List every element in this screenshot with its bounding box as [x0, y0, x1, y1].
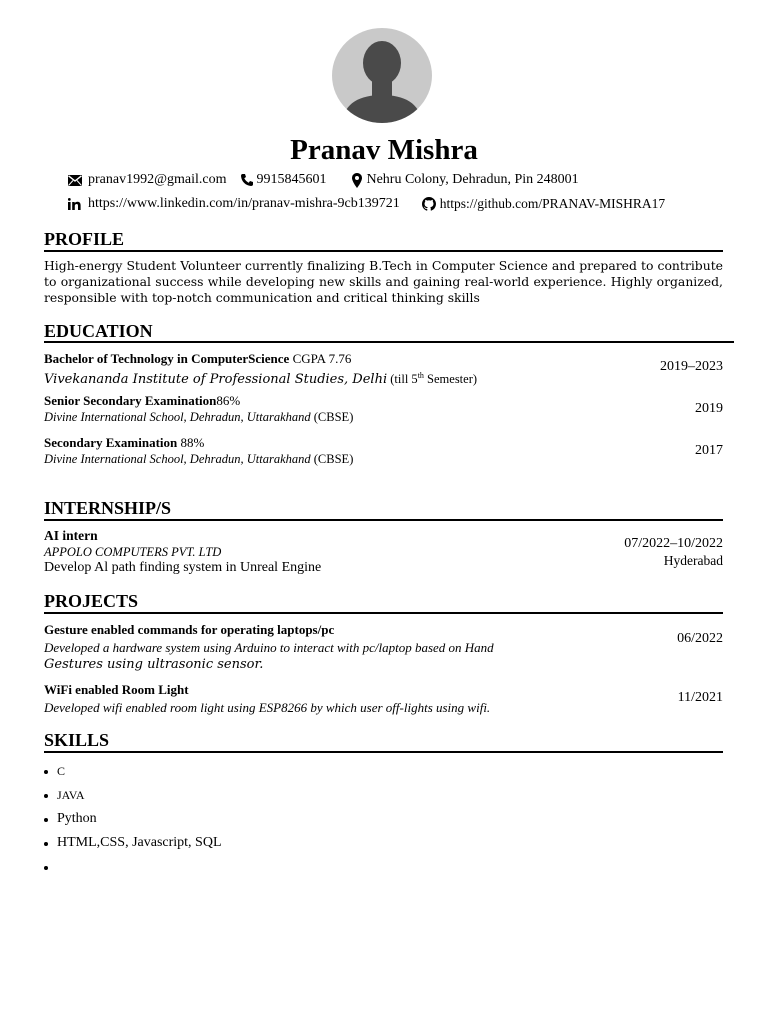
degree-score: 88% [177, 435, 205, 450]
profile-divider [44, 250, 723, 252]
phone-number[interactable]: 9915845601 [256, 172, 327, 187]
bullet-icon [44, 818, 48, 822]
bullet-icon [44, 866, 48, 870]
degree-score: 86% [216, 393, 241, 408]
internships-heading: INTERNSHIP/S [44, 498, 172, 518]
skills-divider [44, 751, 723, 753]
institution-name: Divine International School, Dehradun, Uttarakhand [44, 410, 311, 424]
candidate-name: Pranav Mishra [290, 134, 478, 166]
internship-company: APPOLO COMPUTERS PVT. LTD [44, 545, 222, 559]
education-entry-institution: Divine International School, Dehradun, Uttarakhand (CBSE) [44, 410, 354, 424]
person-icon [332, 28, 432, 123]
project-date: 11/2021 [677, 690, 723, 705]
projects-divider [44, 612, 723, 614]
internship-description: Develop Al path finding system in Unreal Engine [44, 560, 322, 575]
contact-line-2 [68, 195, 665, 213]
institution-name: Divine International School, Dehradun, Uttarakhand [44, 452, 311, 466]
bullet-icon [44, 794, 48, 798]
institution-name: Vivekananda Institute of Professional Studies, Delhi [44, 372, 388, 388]
github-link[interactable]: https://github.com/PRANAV-MISHRA17 [439, 196, 666, 211]
profile-heading: PROFILE [44, 229, 125, 249]
education-entry-title [44, 393, 240, 409]
profile-avatar [332, 28, 432, 123]
degree-score: CGPA 7.76 [289, 351, 352, 366]
education-divider [44, 341, 734, 343]
education-entry-institution: Vivekananda Institute of Professional Studies, Delhi (till 5th Semester) [44, 371, 478, 388]
linkedin-link[interactable]: https://www.linkedin.com/in/pranav-mishra-9cb139721 [88, 196, 400, 211]
project-name: Gesture enabled commands for operating laptops/pc [44, 622, 335, 637]
education-entry-title [44, 351, 351, 367]
address-text: Nehru Colony, Dehradun, Pin 248001 [366, 172, 579, 187]
education-heading: EDUCATION [44, 321, 153, 341]
skill-item: JAVA [44, 783, 222, 807]
internship-location: Hyderabad [663, 553, 723, 568]
skills-list [44, 759, 222, 879]
contact-line-1 [68, 171, 579, 189]
education-dates: 2019 [695, 401, 723, 416]
project-description: Developed a hardware system using Arduino to interact with pc/laptop based on Hand Gestures using ultrasonic sensor. [44, 640, 494, 672]
phone-icon [240, 173, 254, 187]
project-description: Developed wifi enabled room light using ESP8266 by which user off-lights using wifi. [44, 700, 491, 715]
github-icon [422, 197, 436, 211]
skill-item: Python [44, 807, 222, 831]
degree-name: Secondary Examination [44, 435, 178, 450]
skill-item: C [44, 759, 222, 783]
profile-text: High-energy Student Volunteer currently finalizing B.Tech in Computer Science and prepared to contribute to organizational success while developing new skills and gaining real-world experience. Highly organized, responsible with top-notch communication and critical thinking skills [44, 258, 723, 305]
education-dates: 2017 [695, 443, 723, 458]
education-dates: 2019–2023 [660, 359, 723, 374]
linkedin-icon [68, 198, 81, 210]
degree-name: Bachelor of Technology in ComputerScience [44, 351, 290, 366]
skills-heading: SKILLS [44, 730, 110, 750]
email-link[interactable]: pranav1992@gmail.com [88, 172, 227, 187]
envelope-icon [68, 175, 82, 186]
location-pin-icon [352, 173, 362, 188]
bullet-icon [44, 842, 48, 846]
projects-heading: PROJECTS [44, 591, 139, 611]
project-date: 06/2022 [677, 631, 723, 646]
bullet-icon [44, 770, 48, 774]
internship-dates: 07/2022–10/2022 [624, 536, 723, 551]
skill-item [44, 855, 222, 879]
internship-role: AI intern [44, 528, 98, 543]
degree-name: Senior Secondary Examination [44, 393, 217, 408]
education-entry-institution: Divine International School, Dehradun, Uttarakhand (CBSE) [44, 452, 354, 466]
internships-divider [44, 519, 723, 521]
education-entry-title [44, 435, 204, 451]
project-name: WiFi enabled Room Light [44, 682, 189, 697]
skill-item: HTML,CSS, Javascript, SQL [44, 831, 222, 855]
